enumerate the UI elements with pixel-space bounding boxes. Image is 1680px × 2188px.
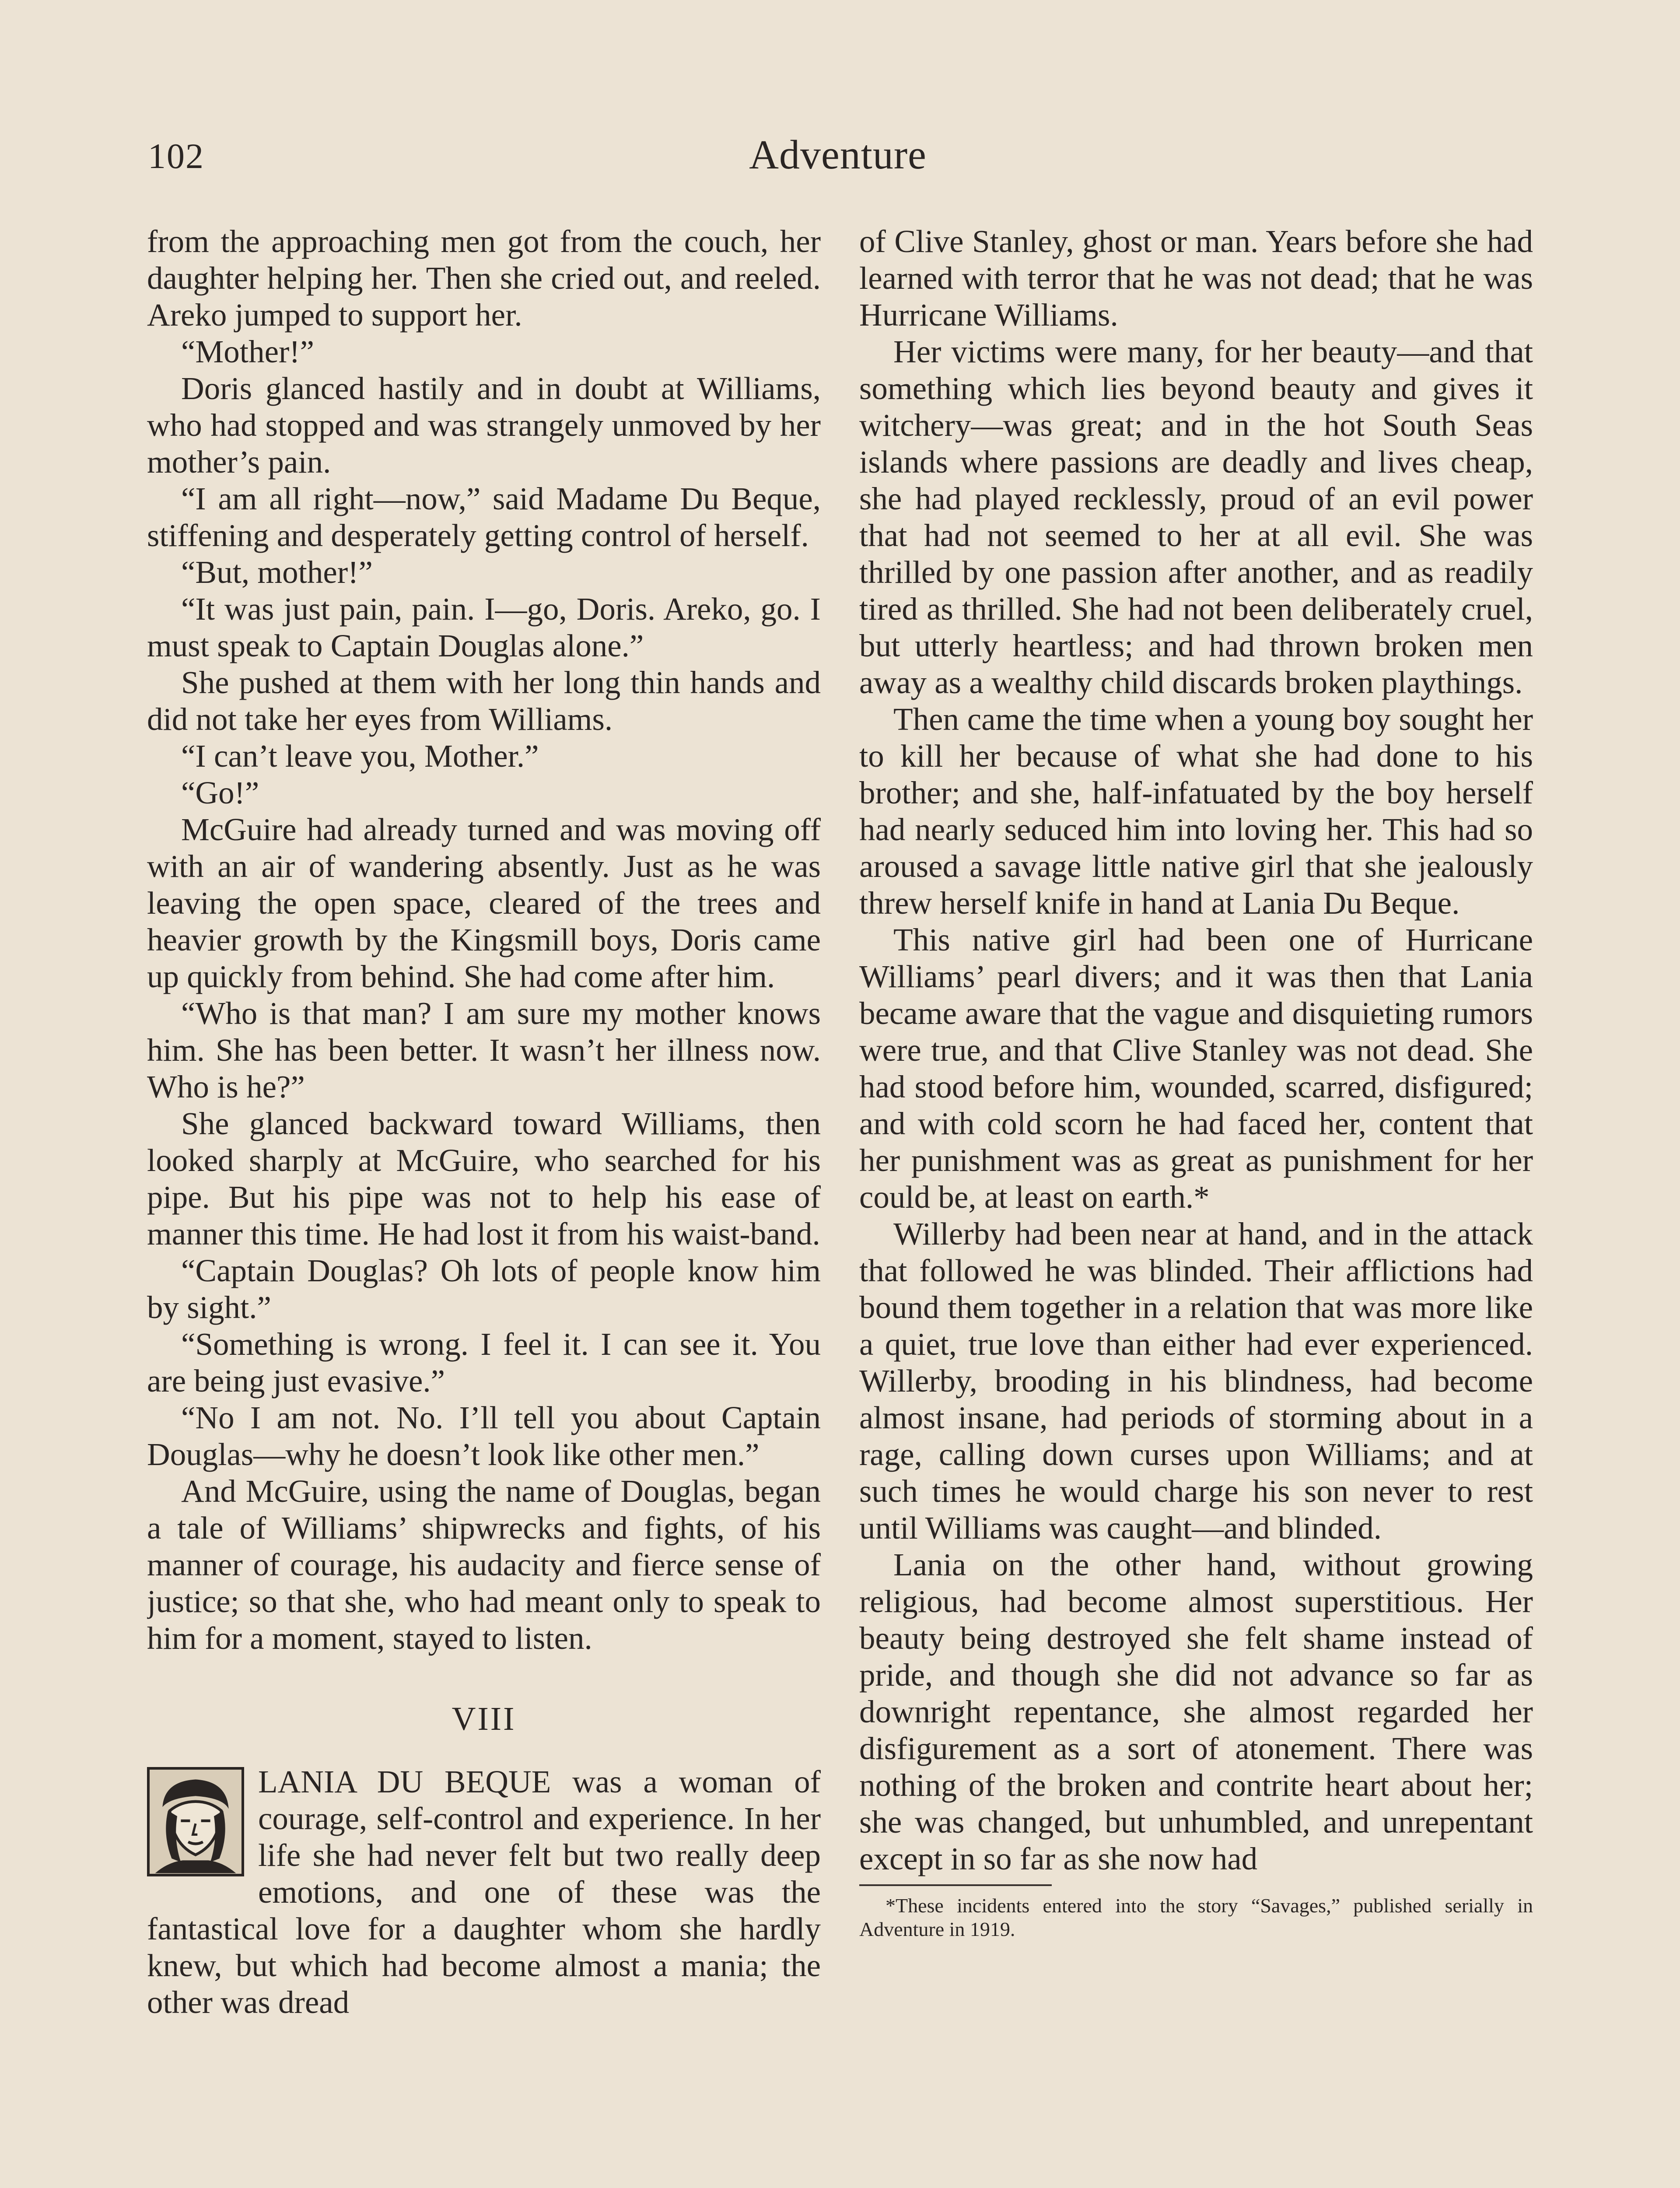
left-column — [147, 223, 821, 2188]
paragraph: “No I am not. No. I’ll tell you about Captain Douglas—why he doesn’t look like other men.” — [147, 1400, 821, 1472]
paragraph: “Mother!” — [181, 334, 315, 369]
footnote-divider — [859, 1884, 1052, 1886]
running-title: Adventure — [749, 132, 927, 178]
paragraph: “But, mother!” — [181, 554, 373, 590]
paragraph: “Captain Douglas? Oh lots of people know him by sight.” — [147, 1253, 821, 1325]
paragraph: Doris glanced hastily and in doubt at Williams, who had stopped and was strangely unmoved by her mother’s pain. — [147, 371, 821, 480]
paragraph: “I can’t leave you, Mother.” — [181, 738, 539, 774]
paragraph: McGuire had already turned and was moving off with an air of wandering absently. Just as he was leaving the open space, cleared of the trees and heavier growth by the Kingsmill boys, Doris came up quickly from behind. She had come after him. — [147, 812, 821, 994]
paragraph: She glanced backward toward Williams, then looked sharply at McGuire, who searched for his pipe. But his pipe was not to help his ease of manner this time. He had lost it from his waist-band. — [147, 1106, 821, 1252]
page-header — [144, 127, 1531, 188]
paragraph: “It was just pain, pain. I—go, Doris. Areko, go. I must speak to Captain Douglas alone.” — [147, 591, 821, 663]
paragraph: Lania on the other hand, without growing religious, had become almost superstitious. Her beauty being destroyed she felt shame instead of pride, and though she did not advance so far as downright repentance, she almost regarded her disfigurement as a sort of atonement. There was nothing of the broken and contrite heart about her; she was changed, but unhumbled, and unrepentant except in so far as she now had — [859, 1547, 1533, 1876]
paragraph: Willerby had been near at hand, and in the attack that followed he was blinded. Their afflictions had bound them together in a relation that was more like a quiet, true love than either had ever experienced. Willerby, brooding in his blindness, had become almost insane, had periods of storming about in a rage, calling down curses upon Williams; and at such times he would charge his son never to rest until Williams was caught—and blinded. — [859, 1216, 1533, 1546]
paragraph: This native girl had been one of Hurricane Williams’ pearl divers; and it was then that Lania became aware that the vague and disquieting rumors were true, and that Clive Stanley was not dead. She had stood before him, wounded, scarred, disfigured; and with cold scorn he had faced her, content that her punishment was as great as punishment for her could be, at least on earth.* — [859, 922, 1533, 1215]
portrait-illustration-icon — [147, 1767, 244, 1876]
paragraph: Then came the time when a young boy sought her to kill her because of what she had done to his brother; and she, half-infatuated by the boy herself had nearly seduced him into loving her. This had so aroused a savage little native girl that she jealously threw herself knife in hand at Lania Du Beque. — [859, 701, 1533, 921]
paragraph: “Who is that man? I am sure my mother knows him. She has been better. It wasn’t her illness now. Who is he?” — [147, 996, 821, 1105]
paragraph: of Clive Stanley, ghost or man. Years before she had learned with terror that he was not dead; that he was Hurricane Williams. — [859, 224, 1533, 333]
right-column — [859, 223, 1533, 2188]
page-number: 102 — [148, 136, 204, 176]
paragraph: from the approaching men got from the couch, her daughter helping her. Then she cried out, and reeled. Areko jumped to support her. — [147, 224, 821, 333]
dropcap-paragraph — [147, 1764, 821, 2021]
dropcap-text: LANIA DU BEQUE was a woman of courage, self-control and experience. In her life she had never felt but two really deep emotions, and one of these was the fantastical love for a daughter whom she hardly knew, but which had become almost a mania; the other was dread — [147, 1764, 821, 2020]
paragraph: “I am all right—now,” said Madame Du Beque, stiffening and desperately getting control of herself. — [147, 481, 821, 553]
section-heading: VIII — [452, 1701, 516, 1737]
paragraph: Her victims were many, for her beauty—and that something which lies beyond beauty and gives it witchery—was great; and in the hot South Seas islands where passions are deadly and lives cheap, she had played recklessly, proud of an evil power that had not seemed to her at all evil. She was thrilled by one passion after another, and as readily tired as thrilled. She had not been deliberately cruel, but utterly heartless; and had thrown broken men away as a wealthy child discards broken playthings. — [859, 334, 1533, 700]
paragraph: “Go!” — [181, 775, 259, 810]
paragraph: And McGuire, using the name of Douglas, began a tale of Williams’ shipwrecks and fights, of his manner of courage, his audacity and fierce sense of justice; so that she, who had meant only to speak to him for a moment, stayed to listen. — [147, 1473, 821, 1656]
paragraph: She pushed at them with her long thin hands and did not take her eyes from Williams. — [147, 665, 821, 737]
paragraph: “Something is wrong. I feel it. I can see it. You are being just evasive.” — [147, 1326, 821, 1399]
footnote: *These incidents entered into the story “Savages,” published serially in Adventure in 1919. — [859, 1894, 1533, 1940]
